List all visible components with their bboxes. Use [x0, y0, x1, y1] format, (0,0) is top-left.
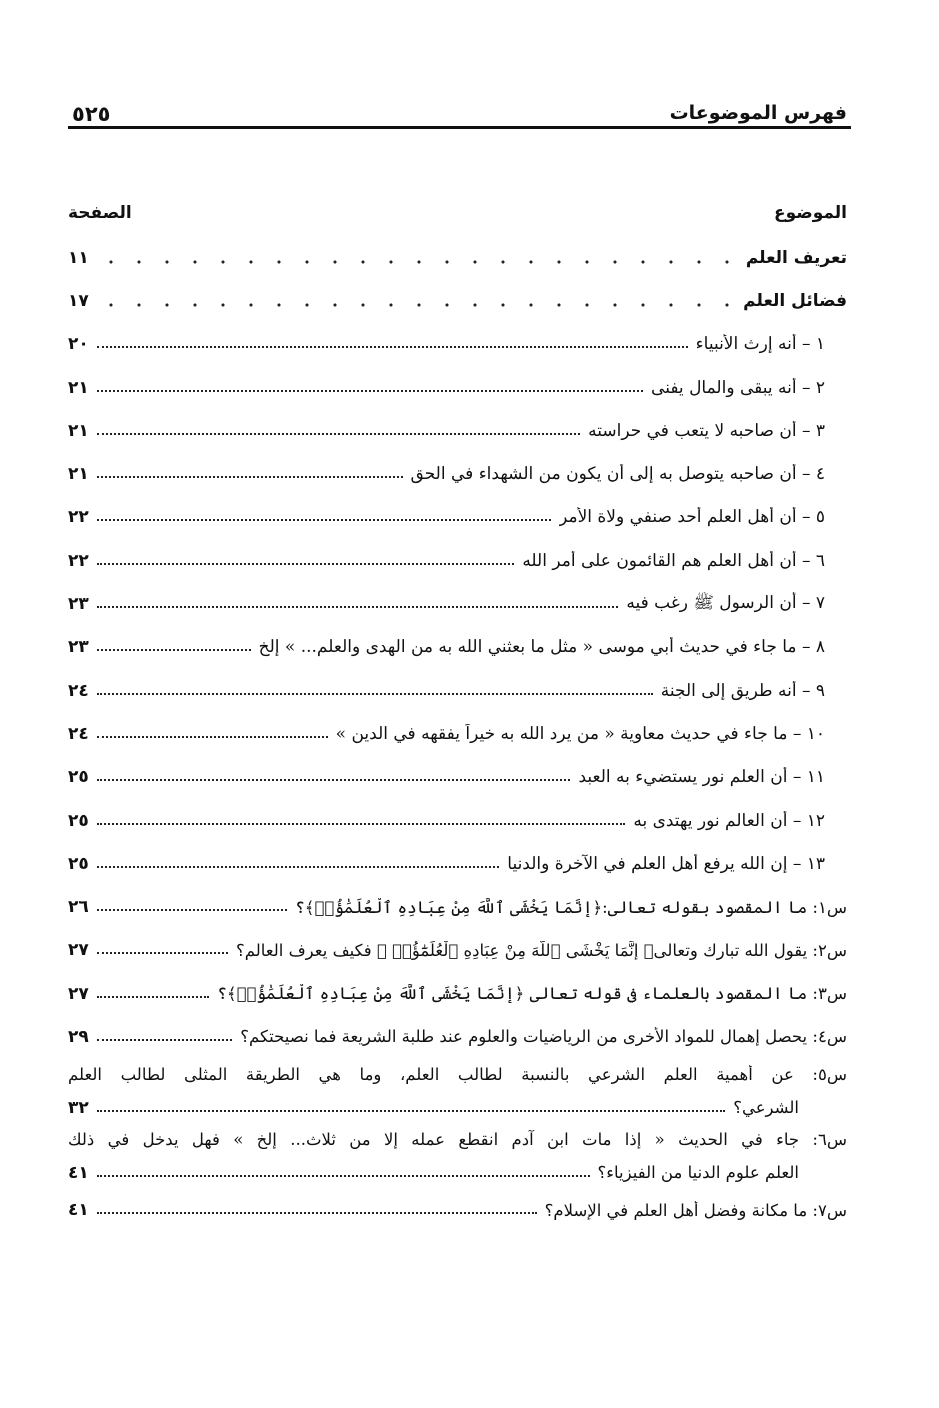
- running-title: فهرس الموضوعات: [669, 102, 847, 124]
- toc-page-number: ١٧: [68, 290, 89, 311]
- toc-question-label: س١: ما المقصود بقوله تعالى:﴿إِنَّمَا يَخْشَى ٱللَّهَ مِنْ عِبَادِهِ ٱلْعُلَمَٰٓؤُا۟﴾؟: [295, 897, 847, 917]
- toc-question-wrapped: [68, 1124, 847, 1189]
- toc-item-label: ٢ – أنه يبقى والمال يفنى: [651, 377, 825, 398]
- header-rule: [68, 126, 851, 129]
- toc-page-number: ٢٢: [68, 550, 89, 571]
- toc-item-label: ١ – أنه إرث الأنبياء: [695, 334, 825, 355]
- dot-leader: [97, 1175, 590, 1177]
- toc-question-line: س٦: جاء في الحديث « إذا مات ابن آدم انقطع عمله إلا من ثلاث... إلخ » فهل يدخل في ذلك: [68, 1129, 847, 1149]
- dot-leader: [97, 390, 643, 392]
- toc-page-number: ٤١: [68, 1162, 89, 1183]
- toc-question: [68, 1189, 847, 1232]
- dot-leader: [97, 303, 735, 307]
- dot-leader: [97, 1110, 725, 1112]
- toc-question-line: العلم علوم الدنيا من الفيزياء؟: [597, 1163, 799, 1183]
- toc-item-label: ٨ – ما جاء في حديث أبي موسى « مثل ما بعثني الله به من الهدى والعلم... » إلخ: [258, 637, 825, 658]
- dot-leader: [97, 866, 500, 868]
- toc-item: [68, 366, 847, 409]
- toc-question-label: س٣: ما المقصود بالعلماء في قوله تعالى ﴿إِنَّمَا يَخْشَى ٱللَّهَ مِنْ عِبَادِهِ ٱلْعُلَمَٰٓؤُا۟﴾؟: [217, 984, 847, 1004]
- page-number: ٥٢٥: [72, 102, 111, 126]
- toc-item: [68, 626, 847, 669]
- toc-section: [68, 279, 847, 322]
- toc-question: [68, 972, 847, 1015]
- toc-question-label: س٧: ما مكانة وفضل أهل العلم في الإسلام؟: [544, 1200, 847, 1220]
- dot-leader: [97, 649, 251, 651]
- toc-page-number: ٢٣: [68, 637, 89, 658]
- toc-item-label: ٥ – أن أهل العلم أحد صنفي ولاة الأمر: [559, 507, 825, 528]
- toc-question-continuation: [68, 1098, 847, 1118]
- toc-item-label: ٤ – أن صاحبه يتوصل به إلى أن يكون من الشهداء في الحق: [410, 464, 825, 485]
- dot-leader: [97, 1212, 537, 1214]
- toc-page-number: ٢٥: [68, 853, 89, 874]
- dot-leader: [97, 519, 551, 521]
- toc-item: [68, 582, 847, 625]
- dot-leader: [97, 1039, 233, 1041]
- toc-question: [68, 1015, 847, 1058]
- topic-column-header: الموضوع: [774, 203, 847, 223]
- toc-page-number: ٢٧: [68, 940, 89, 961]
- toc-page-number: ٢٦: [68, 897, 89, 918]
- toc-question: [68, 929, 847, 972]
- toc-item-label: ٦ – أن أهل العلم هم القائمون على أمر الله: [522, 550, 825, 571]
- toc-question: [68, 885, 847, 928]
- toc-item-label: ١٣ – إن الله يرفع أهل العلم في الآخرة والدنيا: [507, 853, 825, 874]
- toc-column-headers: [68, 190, 847, 236]
- toc-item: [68, 842, 847, 885]
- toc-item: [68, 539, 847, 582]
- toc-question-line: الشرعي؟: [733, 1098, 799, 1118]
- toc-item: [68, 799, 847, 842]
- dot-leader: [97, 952, 228, 954]
- toc-page-number: ١١: [68, 247, 89, 268]
- toc-page-number: ٢١: [68, 420, 89, 441]
- toc-page-number: ٢٢: [68, 507, 89, 528]
- toc-page-number: ٢١: [68, 377, 89, 398]
- dot-leader: [97, 346, 688, 348]
- dot-leader: [97, 909, 287, 911]
- toc-item: [68, 669, 847, 712]
- toc-section: [68, 236, 847, 279]
- page-header: [72, 88, 847, 128]
- toc-item: [68, 452, 847, 495]
- toc-page-number: ٣٢: [68, 1097, 89, 1118]
- toc-section-label: فضائل العلم: [743, 290, 847, 311]
- dot-leader: [97, 736, 328, 738]
- toc-question-label: س٤: يحصل إهمال للمواد الأخرى من الرياضيات والعلوم عند طلبة الشريعة فما نصيحتكم؟: [240, 1027, 847, 1047]
- toc-item: [68, 323, 847, 366]
- dot-leader: [97, 563, 515, 565]
- toc-page-number: ٤١: [68, 1200, 89, 1221]
- dot-leader: [97, 260, 738, 264]
- toc-page-number: ٢١: [68, 464, 89, 485]
- toc-item: [68, 496, 847, 539]
- toc-question-line: س٥: عن أهمية العلم الشرعي بالنسبة لطالب العلم، وما هي الطريقة المثلى لطالب العلم: [68, 1064, 847, 1084]
- page-column-header: الصفحة: [68, 203, 132, 223]
- dot-leader: [97, 823, 626, 825]
- toc-item-label: ٧ – أن الرسول ﷺ رغب فيه: [626, 592, 825, 613]
- dot-leader: [97, 433, 580, 435]
- table-of-contents: [68, 190, 847, 1232]
- toc-item-label: ١١ – أن العلم نور يستضيء به العبد: [578, 767, 825, 788]
- toc-section-label: تعريف العلم: [745, 247, 847, 268]
- toc-page-number: ٢٤: [68, 723, 89, 744]
- dot-leader: [97, 476, 403, 478]
- toc-item-label: ١٢ – أن العالم نور يهتدى به: [633, 810, 825, 831]
- toc-page-number: ٢٥: [68, 810, 89, 831]
- toc-page-number: ٢٥: [68, 767, 89, 788]
- toc-question-label: س٢: يقول الله تبارك وتعالى﴿ إِنَّمَا يَخْشَى ٱللَّهَ مِنْ عِبَادِهِ ٱلْعُلَمَٰٓؤُا۟ ﴾ فكيف يعرف العالم؟: [235, 940, 847, 960]
- toc-page-number: ٢٣: [68, 594, 89, 615]
- toc-item-label: ١٠ – ما جاء في حديث معاوية « من يرد الله به خيراً يفقهه في الدين »: [335, 723, 825, 744]
- toc-item: [68, 409, 847, 452]
- toc-item-label: ٣ – أن صاحبه لا يتعب في حراسته: [588, 420, 825, 441]
- toc-page-number: ٢٩: [68, 1026, 89, 1047]
- dot-leader: [97, 693, 653, 695]
- dot-leader: [97, 779, 571, 781]
- dot-leader: [97, 606, 619, 608]
- toc-question-wrapped: [68, 1059, 847, 1124]
- toc-page-number: ٢٠: [68, 334, 89, 355]
- toc-page-number: ٢٧: [68, 983, 89, 1004]
- dot-leader: [97, 996, 210, 998]
- toc-page-number: ٢٤: [68, 680, 89, 701]
- toc-item: [68, 756, 847, 799]
- toc-item-label: ٩ – أنه طريق إلى الجنة: [660, 680, 825, 701]
- toc-item: [68, 712, 847, 755]
- toc-question-continuation: [68, 1163, 847, 1183]
